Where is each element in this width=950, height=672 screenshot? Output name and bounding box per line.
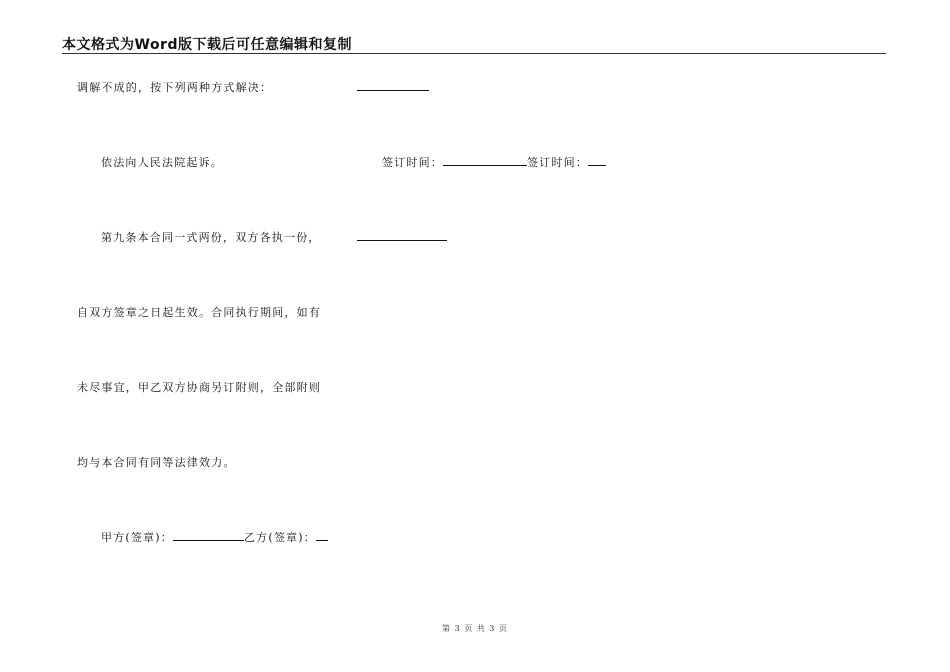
signing-time-blank-2 (588, 155, 606, 166)
dispute-resolution-line: 调解不成的，按下列两种方式解决： (77, 81, 273, 94)
party-a-signature-label: 甲方(签章)： (101, 531, 173, 544)
blank-rule-2 (357, 240, 447, 241)
party-b-signature-label: 乙方(签章)： (243, 531, 316, 544)
signing-time-label-2: 签订时间： (527, 156, 588, 169)
article-nine-line: 第九条本合同一式两份，双方各执一份， (101, 231, 321, 244)
supplement-line: 未尽事宜，甲乙双方协商另订附则，全部附则 (77, 381, 321, 394)
party-b-signature-blank (316, 530, 328, 541)
header-divider (62, 53, 886, 54)
legal-effect-line: 均与本合同有同等法律效力。 (77, 456, 236, 469)
effective-date-line: 自双方签章之日起生效。合同执行期间，如有 (77, 306, 321, 319)
signature-line (101, 529, 328, 545)
party-a-signature-blank (173, 530, 244, 541)
lawsuit-option-line: 依法向人民法院起诉。 (101, 156, 223, 169)
signing-time-line (382, 154, 606, 170)
page-number: 第 3 页 共 3 页 (442, 624, 508, 633)
signing-time-blank-1 (443, 155, 527, 166)
signing-time-label-1: 签订时间： (382, 156, 443, 169)
blank-rule-1 (357, 90, 429, 91)
document-header-title: 本文格式为Word版下载后可任意编辑和复制 (62, 37, 352, 53)
